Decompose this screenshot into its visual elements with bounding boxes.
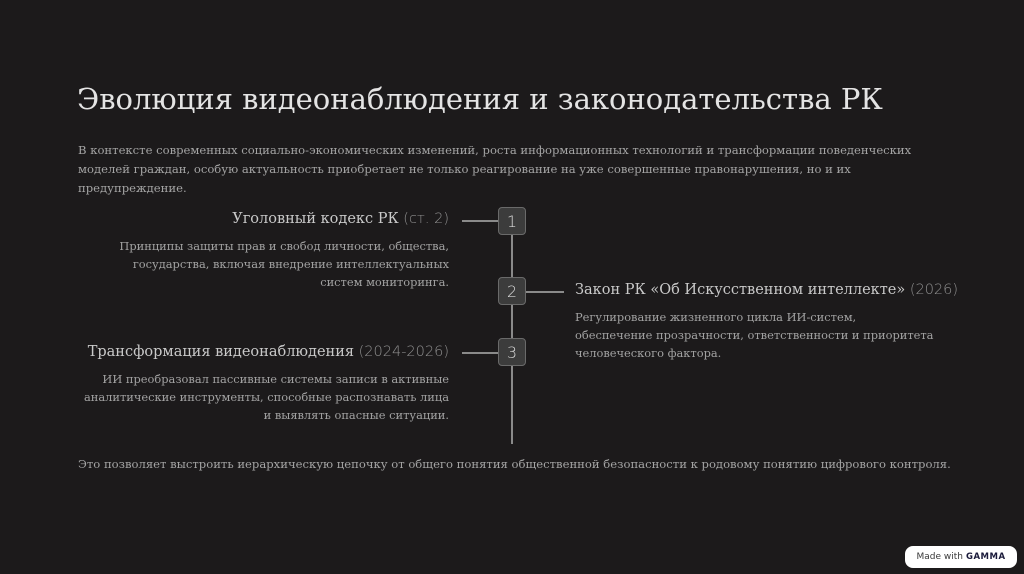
timeline-item-3-paren: (2024-2026) xyxy=(358,344,449,360)
slide-title: Эволюция видеонаблюдения и законодательства РК xyxy=(77,82,883,116)
timeline-line xyxy=(511,221,513,444)
timeline-step-1: 1 xyxy=(498,207,526,235)
connector-1 xyxy=(462,220,498,222)
timeline-item-1-title-text: Уголовный кодекс РК xyxy=(232,211,399,227)
connector-3 xyxy=(462,352,498,354)
timeline-item-2-description: Регулирование жизненного цикла ИИ-систем, обеспечение прозрачности, ответственности и приоритета человеческого фактора. xyxy=(575,310,934,360)
made-with-gamma-badge[interactable] xyxy=(905,546,1017,568)
timeline-item-1-title xyxy=(232,211,449,227)
timeline-item-2-title xyxy=(575,282,958,298)
timeline-item-2-paren: (2026) xyxy=(909,282,959,298)
timeline-step-3: 3 xyxy=(498,338,526,366)
timeline-step-2: 2 xyxy=(498,277,526,305)
timeline-item-1-description: Принципы защиты прав и свобод личности, общества, государства, включая внедрение интеллектуальных систем мониторинга. xyxy=(119,239,449,289)
timeline-item-3-title-text: Трансформация видеонаблюдения xyxy=(87,344,355,360)
connector-2 xyxy=(526,291,564,293)
footer-paragraph: Это позволяет выстроить иерархическую цепочку от общего понятия общественной безопасности к родовому понятию цифрового контроля. xyxy=(78,457,951,471)
timeline-item-1-paren: (ст. 2) xyxy=(403,211,449,227)
intro-paragraph: В контексте современных социально-экономических изменений, роста информационных технологий и трансформации поведенческих моделей граждан, особую актуальность приобретает не только реагирование на уже совершенные правонарушения, но и их предупреждение. xyxy=(78,143,912,195)
gamma-logo: GAMMA xyxy=(965,552,1006,562)
timeline-item-3-description: ИИ преобразовал пассивные системы записи в активные аналитические инструменты, способные распознавать лица и выявлять опасные ситуации. xyxy=(83,372,449,422)
timeline-item-2-title-text: Закон РК «Об Искусственном интеллекте» xyxy=(575,282,906,298)
badge-prefix: Made with xyxy=(916,552,963,562)
timeline-item-3-title xyxy=(88,344,449,360)
